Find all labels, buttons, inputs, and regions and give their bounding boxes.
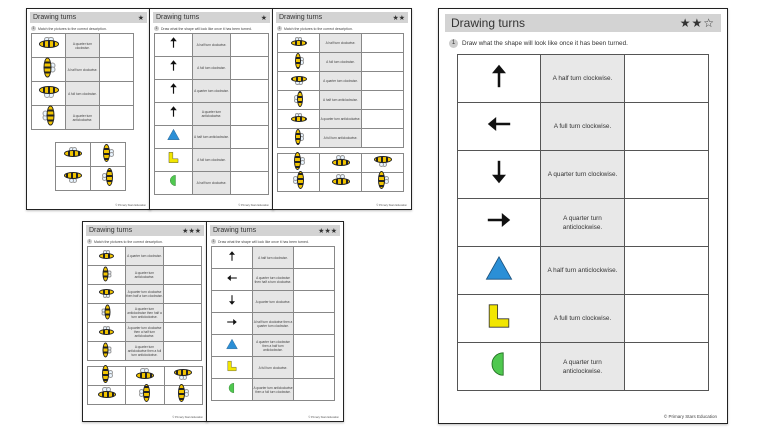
arrow-left-icon <box>226 272 238 284</box>
table-row <box>32 82 134 106</box>
turn-description: A quarter turn anticlockwise. <box>66 106 100 130</box>
table-row <box>155 172 269 195</box>
bee-picture-cell <box>88 266 126 285</box>
arrow-up-icon <box>167 59 180 72</box>
drawing-answer-cell[interactable] <box>231 103 269 126</box>
table-row <box>32 58 134 82</box>
bee-icon <box>101 365 113 383</box>
bee-picture-cell <box>91 143 126 167</box>
sheet-footer: © Primary Stars Education <box>663 414 717 419</box>
worksheet-thumbnail-5 <box>206 221 344 422</box>
sheet-footer: © Primary Stars Education <box>376 204 407 207</box>
bee-picture-cell <box>91 167 126 191</box>
bee-picture-cell <box>88 386 126 405</box>
turn-description: A full turn clockwise. <box>66 82 100 106</box>
bee-icon <box>374 155 392 167</box>
bee-picture-cell <box>362 173 404 192</box>
table-row <box>212 291 335 313</box>
match-table <box>31 33 134 130</box>
drawing-answer-cell[interactable] <box>294 379 335 401</box>
bee-picture-cell <box>88 342 126 361</box>
bee-icon <box>136 368 154 380</box>
bee-picture-cell <box>164 386 202 405</box>
bee-picture-grid <box>87 366 203 405</box>
table-row <box>155 34 269 57</box>
l-shape-icon <box>226 360 238 372</box>
bee-picture-cell <box>320 154 362 173</box>
shape-cell <box>212 357 253 379</box>
answer-cell[interactable] <box>164 304 202 323</box>
drawing-answer-cell[interactable] <box>625 295 709 343</box>
semicircle-icon <box>167 174 180 187</box>
turn-description: A half turn clockwise. <box>66 58 100 82</box>
shape-cell <box>212 335 253 357</box>
drawing-answer-cell[interactable] <box>625 103 709 151</box>
turn-description: A quarter turn clockwise then half a turn clockwise. <box>253 269 294 291</box>
table-row <box>458 151 709 199</box>
bee-picture-cell <box>278 110 320 129</box>
sheet-title: Drawing turns <box>451 16 526 30</box>
drawing-answer-cell[interactable] <box>231 126 269 149</box>
shape-cell <box>212 269 253 291</box>
drawing-answer-cell[interactable] <box>294 247 335 269</box>
bee-picture-cell <box>278 154 320 173</box>
shape-cell <box>458 151 541 199</box>
turn-description: A quarter turn clockwise. <box>66 34 100 58</box>
bee-picture-cell <box>278 129 320 148</box>
drawing-answer-cell[interactable] <box>294 269 335 291</box>
arrow-down-icon <box>485 158 513 186</box>
answer-cell[interactable] <box>100 34 134 58</box>
table-row <box>212 379 335 401</box>
bee-picture-cell <box>278 53 320 72</box>
drawing-answer-cell[interactable] <box>294 357 335 379</box>
turn-description: A quarter turn clockwise. <box>541 151 625 199</box>
table-row <box>88 285 202 304</box>
table-row <box>212 247 335 269</box>
bee-icon <box>64 171 82 183</box>
table-row <box>458 55 709 103</box>
bee-icon <box>291 75 307 85</box>
bee-picture-cell <box>278 72 320 91</box>
turn-description: A half turn clockwise. <box>193 34 231 57</box>
triangle-icon <box>226 338 238 350</box>
turn-description: A half turn clockwise. <box>541 55 625 103</box>
answer-cell[interactable] <box>100 106 134 130</box>
answer-cell[interactable] <box>100 58 134 82</box>
bee-icon <box>291 113 307 123</box>
arrow-up-icon <box>167 105 180 118</box>
question-number-badge: 1 <box>88 239 91 243</box>
bee-picture-cell <box>56 167 91 191</box>
turn-description: A full turn clockwise. <box>253 357 294 379</box>
turn-description: A quarter turn anticlockwise. <box>320 110 362 129</box>
bee-icon <box>99 250 114 260</box>
star-rating-icon: ★★☆ <box>679 16 715 30</box>
table-row <box>278 53 404 72</box>
turn-description: A quarter turn anticlockwise. <box>541 343 625 391</box>
turn-description: A full turn clockwise. <box>193 149 231 172</box>
answer-cell[interactable] <box>362 34 404 53</box>
bee-picture-cell <box>32 34 66 58</box>
bee-picture-cell <box>88 247 126 266</box>
shape-cell <box>155 80 193 103</box>
sheet-header <box>210 225 340 236</box>
bee-icon <box>42 105 55 125</box>
sheet-header <box>276 12 408 23</box>
shape-cell <box>155 126 193 149</box>
sheet-header <box>30 12 147 23</box>
bee-icon <box>102 343 112 358</box>
bee-icon <box>174 368 192 380</box>
instruction-text: Draw what the shape will look like once it has been turned. <box>462 40 628 47</box>
turn-description: A quarter turn anticlockwise. <box>541 199 625 247</box>
turn-description: A half turn anticlockwise. <box>541 247 625 295</box>
turn-table <box>457 54 709 391</box>
sheet-instruction <box>87 239 203 244</box>
arrow-down-icon <box>226 294 238 306</box>
turn-description: A quarter turn anticlockwise then a full turn anticlockwise. <box>126 342 164 361</box>
answer-cell[interactable] <box>164 342 202 361</box>
bee-icon <box>177 384 189 402</box>
instruction-text: Match the pictures to the correct description. <box>38 26 107 31</box>
table-row <box>278 129 404 148</box>
arrow-up-icon <box>167 82 180 95</box>
bee-picture-cell <box>32 58 66 82</box>
table-row <box>32 34 134 58</box>
worksheet-thumbnail-3 <box>272 8 412 210</box>
bee-icon <box>42 57 55 77</box>
bee-picture-cell <box>362 154 404 173</box>
sheet-title: Drawing turns <box>213 227 257 234</box>
table-row <box>88 247 202 266</box>
turn-table <box>154 33 269 195</box>
table-row <box>88 304 202 323</box>
answer-cell[interactable] <box>100 82 134 106</box>
bee-icon <box>64 147 82 159</box>
drawing-answer-cell[interactable] <box>231 149 269 172</box>
turn-description: A quarter turn anticlockwise. <box>126 266 164 285</box>
instruction-text: Match the pictures to the correct description. <box>94 239 163 244</box>
drawing-answer-cell[interactable] <box>294 335 335 357</box>
turn-description: A quarter turn clockwise. <box>320 72 362 91</box>
table-row <box>212 313 335 335</box>
bee-picture-cell <box>32 82 66 106</box>
table-row <box>458 247 709 295</box>
question-number-badge: 1 <box>278 26 281 30</box>
table-row <box>458 199 709 247</box>
bee-icon <box>291 37 307 47</box>
bee-picture-cell <box>164 367 202 386</box>
sheet-title: Drawing turns <box>156 14 200 21</box>
turn-table <box>211 246 335 401</box>
turn-description: A full turn clockwise. <box>541 103 625 151</box>
shape-cell <box>155 57 193 80</box>
turn-description: A half turn clockwise. <box>320 34 362 53</box>
bee-picture-cell <box>126 367 164 386</box>
answer-cell[interactable] <box>362 72 404 91</box>
answer-cell[interactable] <box>362 110 404 129</box>
bee-icon <box>39 37 59 50</box>
triangle-icon <box>167 128 180 141</box>
sheet-instruction <box>154 26 269 31</box>
shape-cell <box>155 34 193 57</box>
bee-picture-cell <box>320 173 362 192</box>
l-shape-icon <box>485 302 513 330</box>
shape-cell <box>212 313 253 335</box>
drawing-answer-cell[interactable] <box>231 34 269 57</box>
drawing-answer-cell[interactable] <box>294 313 335 335</box>
bee-picture-cell <box>278 91 320 110</box>
answer-cell[interactable] <box>362 129 404 148</box>
question-number-badge: 1 <box>155 26 158 30</box>
table-row <box>155 57 269 80</box>
sheet-footer: © Primary Stars Education <box>115 204 146 207</box>
shape-cell <box>155 149 193 172</box>
shape-cell <box>212 379 253 401</box>
sheet-footer: © Primary Stars Education <box>308 416 339 419</box>
bee-picture-cell <box>88 285 126 304</box>
l-shape-icon <box>167 151 180 164</box>
question-number-badge: 1 <box>32 26 35 30</box>
drawing-answer-cell[interactable] <box>231 80 269 103</box>
table-row <box>278 110 404 129</box>
table-row <box>155 126 269 149</box>
turn-description: A quarter turn clockwise. <box>126 247 164 266</box>
bee-icon <box>294 129 304 145</box>
bee-icon <box>294 53 304 69</box>
star-rating-icon: ★★★ <box>318 227 337 235</box>
table-row <box>212 357 335 379</box>
drawing-answer-cell[interactable] <box>625 55 709 103</box>
bee-icon <box>332 155 350 167</box>
bee-icon <box>102 144 114 162</box>
star-rating-icon: ★ <box>260 14 267 22</box>
arrow-right-icon <box>226 316 238 328</box>
table-row <box>88 266 202 285</box>
bee-icon <box>102 267 112 282</box>
shape-cell <box>155 172 193 195</box>
answer-cell[interactable] <box>362 91 404 110</box>
sheet-instruction <box>277 26 407 31</box>
drawing-answer-cell[interactable] <box>231 172 269 195</box>
table-row <box>458 103 709 151</box>
semicircle-icon <box>226 382 238 394</box>
question-number-badge: 1 <box>212 239 215 243</box>
shape-cell <box>458 247 541 295</box>
table-row <box>278 34 404 53</box>
drawing-answer-cell[interactable] <box>294 291 335 313</box>
match-table <box>87 246 202 361</box>
shape-cell <box>212 247 253 269</box>
bee-icon <box>98 387 116 399</box>
shape-cell <box>155 103 193 126</box>
star-rating-icon: ★ <box>137 14 144 22</box>
sheet-instruction <box>211 239 339 244</box>
drawing-answer-cell[interactable] <box>625 151 709 199</box>
arrow-right-icon <box>485 206 513 234</box>
instruction-text: Match the pictures to the correct description. <box>284 26 353 31</box>
star-rating-icon: ★★★ <box>182 227 201 235</box>
turn-description: A full turn anticlockwise. <box>320 129 362 148</box>
turn-description: A quarter turn clockwise. <box>193 80 231 103</box>
table-row <box>88 323 202 342</box>
bee-picture-cell <box>278 173 320 192</box>
table-row <box>88 342 202 361</box>
answer-cell[interactable] <box>164 285 202 304</box>
table-row <box>278 91 404 110</box>
bee-icon <box>293 152 305 170</box>
turn-description: A quarter turn anticlockwise. <box>193 103 231 126</box>
table-row <box>458 295 709 343</box>
shape-cell <box>458 103 541 151</box>
table-row <box>32 106 134 130</box>
turn-description: A quarter turn clockwise then a half turn anticlockwise. <box>126 323 164 342</box>
sheet-header <box>86 225 204 236</box>
bee-icon <box>102 305 112 320</box>
triangle-icon <box>485 254 513 282</box>
bee-picture-cell <box>88 304 126 323</box>
bee-icon <box>139 384 151 402</box>
turn-description: A quarter turn anticlockwise then a full turn clockwise. <box>253 379 294 401</box>
bee-picture-grid <box>277 153 404 192</box>
table-row <box>278 72 404 91</box>
turn-description: A half turn clockwise then a quarter turn clockwise. <box>253 313 294 335</box>
star-rating-icon: ★★ <box>392 14 405 22</box>
shape-cell <box>458 55 541 103</box>
shape-cell <box>458 295 541 343</box>
turn-description: A half turn clockwise. <box>193 172 231 195</box>
bee-icon <box>102 168 114 186</box>
drawing-answer-cell[interactable] <box>625 199 709 247</box>
bee-picture-cell <box>32 106 66 130</box>
turn-description: A half turn anticlockwise. <box>320 91 362 110</box>
arrow-up-icon <box>167 36 180 49</box>
sheet-header <box>153 12 270 23</box>
arrow-up-icon <box>226 250 238 262</box>
turn-description: A quarter turn anticlockwise then half a turn anticlockwise. <box>126 304 164 323</box>
sheet-title: Drawing turns <box>33 14 77 21</box>
sheet-header <box>445 14 721 32</box>
sheet-footer: © Primary Stars Education <box>238 204 269 207</box>
turn-description: A full turn clockwise. <box>320 53 362 72</box>
shape-cell <box>212 291 253 313</box>
bee-icon <box>39 85 59 98</box>
answer-cell[interactable] <box>362 53 404 72</box>
bee-icon <box>99 288 114 298</box>
drawing-answer-cell[interactable] <box>625 343 709 391</box>
table-row <box>155 149 269 172</box>
bee-picture-cell <box>126 386 164 405</box>
match-table <box>277 33 404 148</box>
turn-description: A full turn clockwise. <box>541 295 625 343</box>
answer-cell[interactable] <box>164 266 202 285</box>
turn-description: A quarter turn clockwise then a half turn anticlockwise. <box>253 335 294 357</box>
shape-cell <box>458 199 541 247</box>
bee-icon <box>332 174 350 186</box>
bee-icon <box>99 326 114 336</box>
table-row <box>212 335 335 357</box>
bee-picture-cell <box>278 34 320 53</box>
table-row <box>155 80 269 103</box>
turn-description: A quarter turn clockwise then half a turn clockwise. <box>126 285 164 304</box>
shape-cell <box>458 343 541 391</box>
sheet-title: Drawing turns <box>89 227 133 234</box>
turn-description: A half turn anticlockwise. <box>193 126 231 149</box>
bee-icon <box>293 171 305 189</box>
answer-cell[interactable] <box>164 323 202 342</box>
answer-cell[interactable] <box>164 247 202 266</box>
turn-description: A quarter turn clockwise. <box>253 291 294 313</box>
semicircle-icon <box>485 350 513 378</box>
bee-picture-grid <box>55 142 126 191</box>
sheet-title: Drawing turns <box>279 14 323 21</box>
table-row <box>212 269 335 291</box>
sheet-instruction <box>31 26 146 31</box>
bee-icon <box>377 171 389 189</box>
question-number-badge: 1 <box>449 39 458 48</box>
arrow-up-icon <box>485 62 513 90</box>
drawing-answer-cell[interactable] <box>625 247 709 295</box>
worksheet-main <box>438 8 728 424</box>
worksheet-thumbnail-4 <box>82 221 208 422</box>
bee-picture-cell <box>56 143 91 167</box>
instruction-text: Draw what the shape will look like once it has been turned. <box>218 239 309 244</box>
bee-picture-cell <box>88 367 126 386</box>
sheet-footer: © Primary Stars Education <box>172 416 203 419</box>
table-row <box>458 343 709 391</box>
drawing-answer-cell[interactable] <box>231 57 269 80</box>
turn-description: A half turn clockwise. <box>253 247 294 269</box>
turn-description: A full turn clockwise. <box>193 57 231 80</box>
instruction-text: Draw what the shape will look like once it has been turned. <box>161 26 252 31</box>
bee-icon <box>294 91 304 107</box>
arrow-left-icon <box>485 110 513 138</box>
sheet-instruction <box>449 39 717 48</box>
worksheet-thumbnail-1 <box>26 8 151 210</box>
table-row <box>155 103 269 126</box>
bee-picture-cell <box>88 323 126 342</box>
worksheet-thumbnail-2 <box>149 8 274 210</box>
